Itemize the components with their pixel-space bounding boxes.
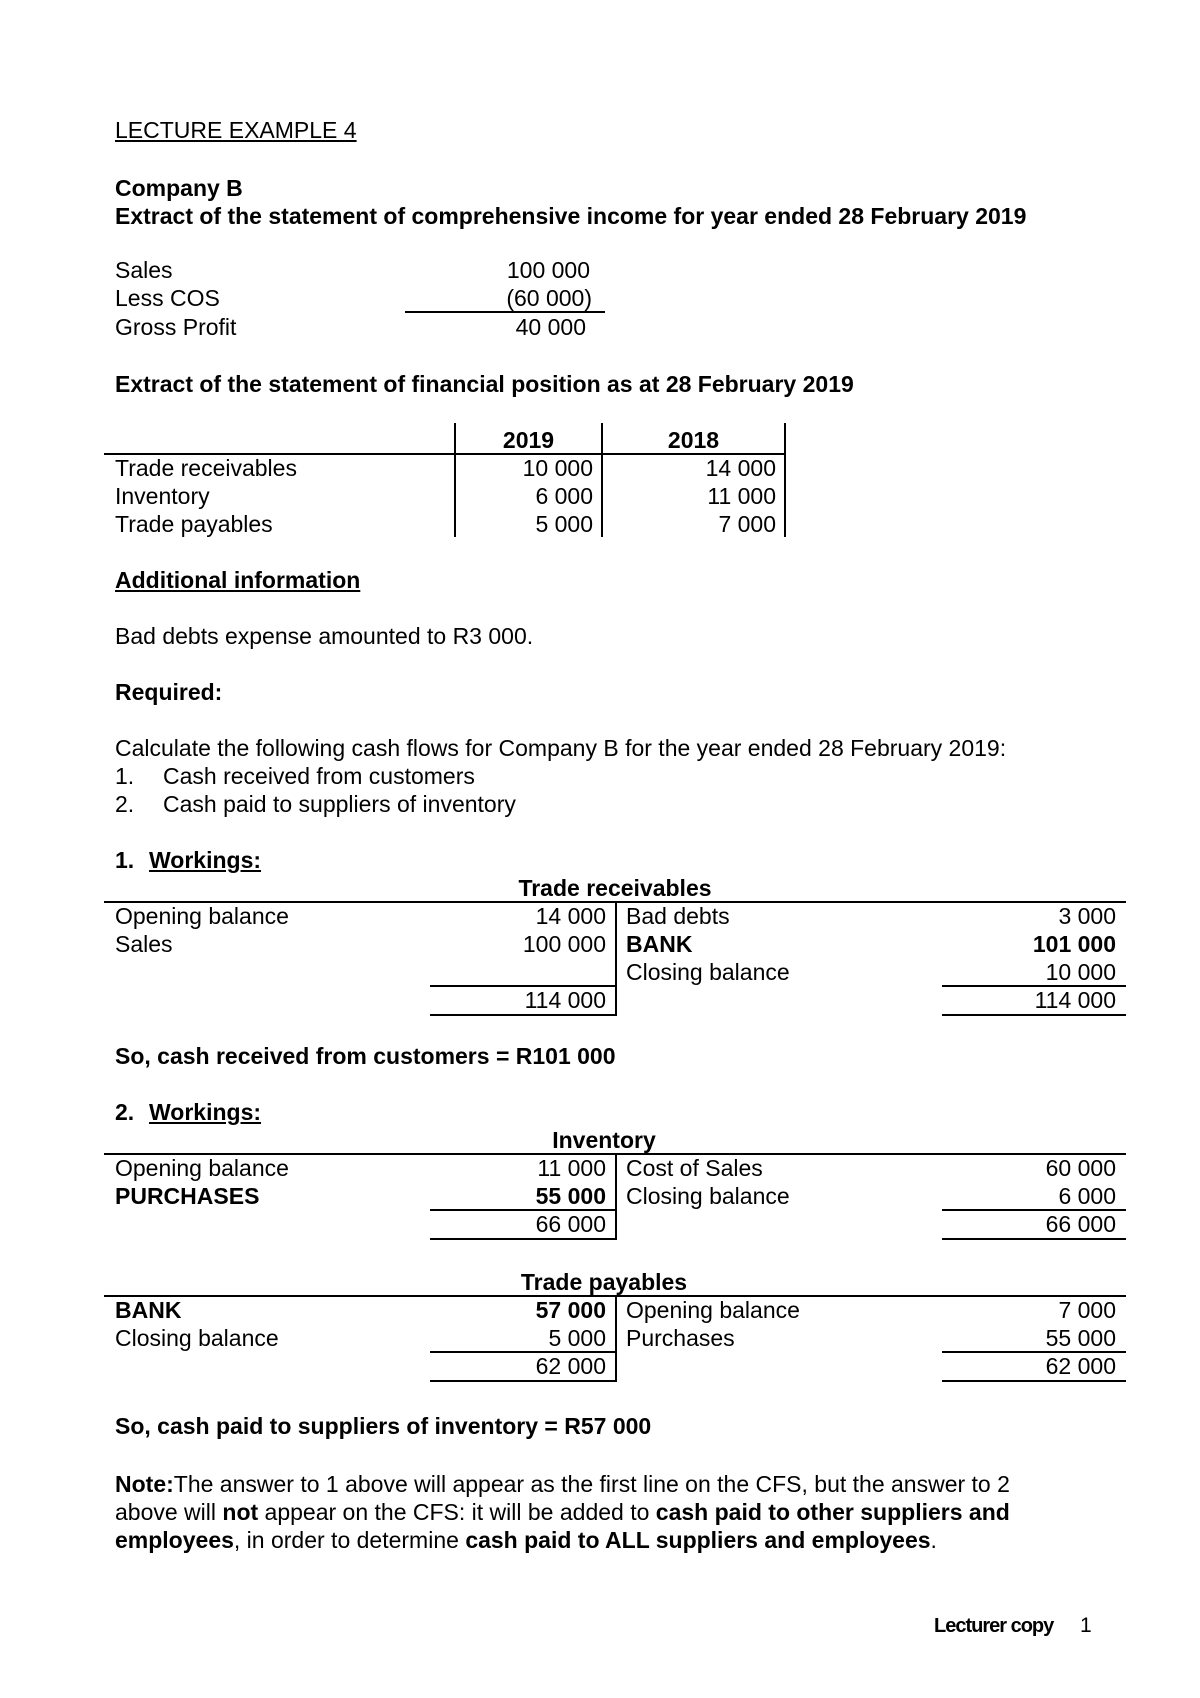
note-emphasis: not bbox=[222, 1499, 259, 1525]
note-line-2 bbox=[115, 1498, 1010, 1526]
sfp-row-label: Trade receivables bbox=[115, 455, 297, 481]
sfp-row-label: Trade payables bbox=[115, 511, 273, 537]
workings-num: 1. bbox=[115, 847, 135, 873]
note-text: . bbox=[930, 1527, 937, 1553]
ledger-right-label: Closing balance bbox=[626, 1183, 790, 1209]
ledger-right-value: 10 000 bbox=[1045, 959, 1116, 985]
ledger-right-label: Purchases bbox=[626, 1325, 735, 1351]
ledger-left-label: PURCHASES bbox=[115, 1183, 260, 1209]
sfp-header-2018: 2018 bbox=[667, 427, 720, 453]
ledger-right-label: Cost of Sales bbox=[626, 1155, 763, 1181]
sfp-row-label: Inventory bbox=[115, 483, 210, 509]
sfp-row-2018: 11 000 bbox=[707, 483, 776, 509]
ledger-right-value: 55 000 bbox=[1045, 1325, 1116, 1351]
ledger-left-label: Sales bbox=[115, 931, 173, 957]
required-text: Calculate the following cash flows for Company B for the year ended 28 February 2019: bbox=[115, 735, 1007, 761]
sci-heading: Extract of the statement of comprehensive income for year ended 28 February 2019 bbox=[115, 203, 1027, 229]
ledger-title-inventory: Inventory bbox=[552, 1127, 656, 1153]
sfp-row-2019: 5 000 bbox=[535, 511, 593, 537]
note-line-3 bbox=[115, 1526, 937, 1554]
ledger-right-value: 3 000 bbox=[1058, 903, 1116, 929]
ledger-left-label: Opening balance bbox=[115, 1155, 289, 1181]
ledger-left-value: 11 000 bbox=[537, 1155, 606, 1181]
ledger-left-label: Opening balance bbox=[115, 903, 289, 929]
ledger-left-value: 57 000 bbox=[535, 1297, 606, 1323]
ledger-left-value: 100 000 bbox=[522, 931, 606, 957]
note-label: Note: bbox=[115, 1471, 174, 1497]
note-emphasis: employees bbox=[115, 1527, 234, 1553]
ledger-right-total: 66 000 bbox=[1045, 1211, 1116, 1237]
sfp-header-2019: 2019 bbox=[502, 427, 555, 453]
conclusion-2: So, cash paid to suppliers of inventory = R57 000 bbox=[115, 1413, 652, 1439]
ledger-left-total: 114 000 bbox=[524, 987, 606, 1013]
sfp-row-2019: 6 000 bbox=[535, 483, 593, 509]
ledger-right-label: Closing balance bbox=[626, 959, 790, 985]
footer-label: Lecturer copy bbox=[934, 1615, 1054, 1637]
note-emphasis: cash paid to other suppliers and bbox=[655, 1499, 1010, 1525]
ledger-right-label: BANK bbox=[626, 931, 693, 957]
ledger-divider bbox=[615, 1154, 617, 1240]
ledger-right-value: 101 000 bbox=[1032, 931, 1116, 957]
note-text: The answer to 1 above will appear as the first line on the CFS, but the answer to 2 bbox=[173, 1471, 1010, 1497]
note-line-1 bbox=[115, 1470, 1010, 1498]
ledger-right-value: 60 000 bbox=[1045, 1155, 1116, 1181]
additional-heading: Additional information bbox=[115, 567, 361, 593]
sfp-row-2018: 7 000 bbox=[718, 511, 776, 537]
ledger-right-label: Opening balance bbox=[626, 1297, 800, 1323]
sfp-divider bbox=[784, 423, 786, 537]
workings-label: Workings: bbox=[149, 847, 262, 873]
sci-label: Sales bbox=[115, 257, 173, 283]
ledger-total-line bbox=[430, 1014, 616, 1016]
ledger-left-label: BANK bbox=[115, 1297, 182, 1323]
ledger-right-value: 7 000 bbox=[1058, 1297, 1116, 1323]
sci-label: Gross Profit bbox=[115, 314, 237, 340]
page-number: 1 bbox=[1080, 1614, 1092, 1637]
ledger-total-line bbox=[942, 1380, 1126, 1382]
ledger-right-label: Bad debts bbox=[626, 903, 730, 929]
workings-label: Workings: bbox=[149, 1099, 262, 1125]
conclusion-1: So, cash received from customers = R101 000 bbox=[115, 1043, 616, 1069]
note-text: , in order to determine bbox=[233, 1527, 466, 1553]
ledger-left-total: 62 000 bbox=[535, 1353, 606, 1379]
sci-value: (60 000) bbox=[506, 285, 592, 311]
note-emphasis: cash paid to ALL suppliers and employees bbox=[465, 1527, 931, 1553]
sfp-heading: Extract of the statement of financial position as at 28 February 2019 bbox=[115, 371, 854, 397]
required-item-text: Cash received from customers bbox=[163, 763, 475, 789]
ledger-left-value: 5 000 bbox=[548, 1325, 606, 1351]
required-heading: Required: bbox=[115, 679, 223, 705]
required-item-text: Cash paid to suppliers of inventory bbox=[163, 791, 516, 817]
ledger-title-receivables: Trade receivables bbox=[518, 875, 712, 901]
required-item-num: 2. bbox=[115, 791, 135, 817]
additional-text: Bad debts expense amounted to R3 000. bbox=[115, 623, 534, 649]
ledger-total-line bbox=[430, 1380, 616, 1382]
sci-value: 40 000 bbox=[515, 314, 586, 340]
ledger-left-value: 55 000 bbox=[535, 1183, 606, 1209]
page-title: LECTURE EXAMPLE 4 bbox=[115, 117, 357, 143]
ledger-left-total: 66 000 bbox=[535, 1211, 606, 1237]
sfp-row-2019: 10 000 bbox=[522, 455, 593, 481]
ledger-total-line bbox=[430, 1238, 616, 1240]
required-item-num: 1. bbox=[115, 763, 135, 789]
sci-label: Less COS bbox=[115, 285, 220, 311]
note-text: above will bbox=[115, 1499, 223, 1525]
ledger-divider bbox=[615, 1296, 617, 1382]
workings-num: 2. bbox=[115, 1099, 135, 1125]
ledger-divider bbox=[615, 902, 617, 1016]
sfp-row-2018: 14 000 bbox=[705, 455, 776, 481]
note-text: appear on the CFS: it will be added to bbox=[258, 1499, 656, 1525]
ledger-total-line bbox=[942, 1238, 1126, 1240]
ledger-right-value: 6 000 bbox=[1058, 1183, 1116, 1209]
ledger-left-label: Closing balance bbox=[115, 1325, 279, 1351]
ledger-left-value: 14 000 bbox=[535, 903, 606, 929]
ledger-right-total: 62 000 bbox=[1045, 1353, 1116, 1379]
ledger-total-line bbox=[942, 1014, 1126, 1016]
ledger-title-payables: Trade payables bbox=[520, 1269, 688, 1295]
company-name: Company B bbox=[115, 175, 243, 201]
ledger-right-total: 114 000 bbox=[1034, 987, 1116, 1013]
sci-value: 100 000 bbox=[506, 257, 590, 283]
